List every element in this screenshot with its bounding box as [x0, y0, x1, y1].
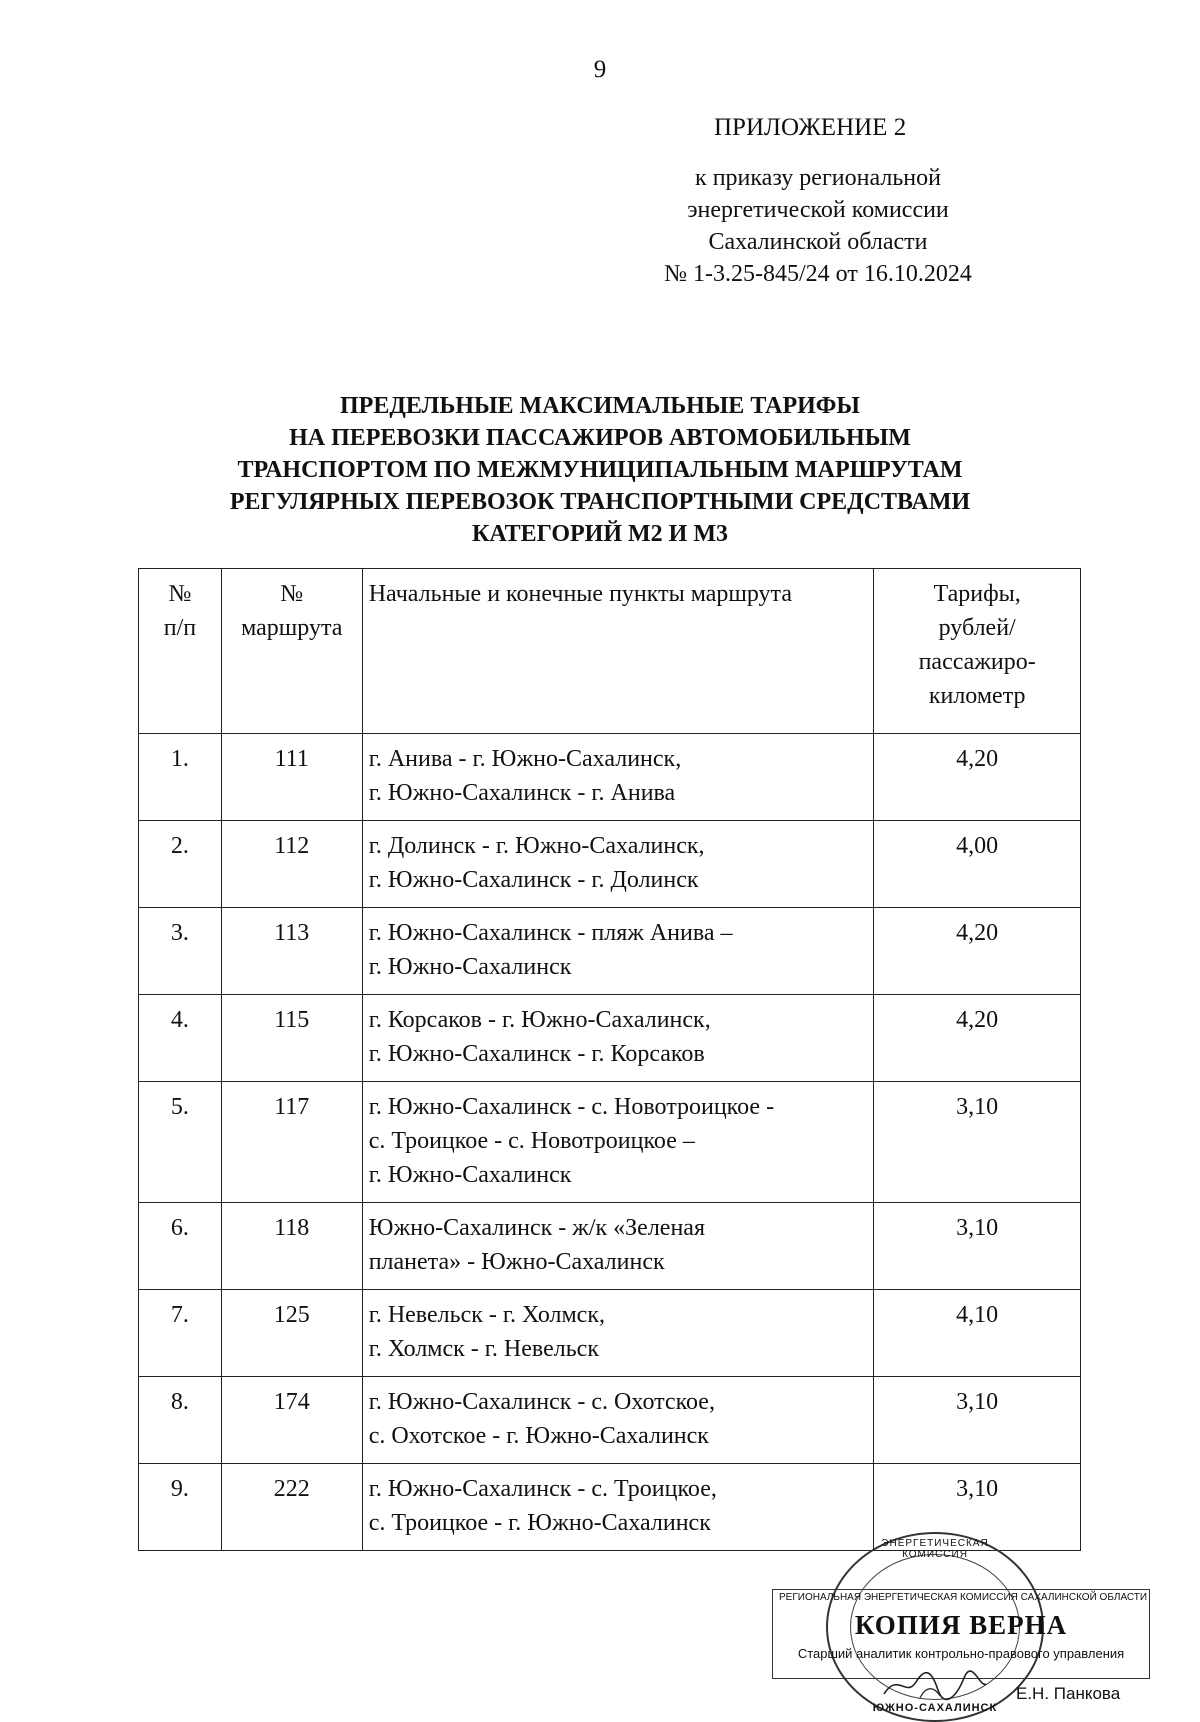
cell-route-points: [362, 908, 874, 995]
signer-name: Е.Н. Панкова: [1016, 1684, 1121, 1703]
header-text: километр: [928, 683, 1026, 709]
cell-route-number: 111: [221, 734, 362, 821]
order-reference-line: № 1-3.25-845/24 от 16.10.2024: [664, 261, 972, 287]
cell-item-number: 3.: [139, 908, 222, 995]
document-title-line: НА ПЕРЕВОЗКИ ПАССАЖИРОВ АВТОМОБИЛЬНЫМ: [289, 425, 911, 451]
header-route-number: [221, 569, 362, 734]
table-row: [139, 1377, 1081, 1464]
cell-route-points: [362, 1290, 874, 1377]
document-title: [140, 390, 1060, 550]
cell-item-number: 9.: [139, 1464, 222, 1551]
route-points-line: с. Охотское - г. Южно-Сахалинск: [368, 1423, 709, 1449]
route-points-line: г. Анива - г. Южно-Сахалинск,: [368, 746, 682, 772]
cell-route-number: 222: [221, 1464, 362, 1551]
cell-route-points: [362, 1464, 874, 1551]
header-text: рублей/: [938, 615, 1016, 641]
seal-text-top: ЭНЕРГЕТИЧЕСКАЯ КОМИССИЯ: [881, 1538, 989, 1560]
cell-route-points: [362, 995, 874, 1082]
route-points-line: г. Южно-Сахалинск - г. Анива: [368, 780, 676, 806]
cell-route-points: [362, 1082, 874, 1203]
signature-icon: [880, 1668, 990, 1702]
table-body: [139, 734, 1081, 1551]
cell-tariff: 4,20: [874, 734, 1081, 821]
cell-tariff: 3,10: [874, 1464, 1081, 1551]
cell-route-number: 125: [221, 1290, 362, 1377]
appendix-title: ПРИЛОЖЕНИЕ 2: [714, 114, 907, 141]
header-text: Начальные и конечные пункты маршрута: [368, 581, 792, 607]
table-row: [139, 1203, 1081, 1290]
cell-route-number: 118: [221, 1203, 362, 1290]
cell-tariff: 3,10: [874, 1082, 1081, 1203]
cell-route-points: [362, 1377, 874, 1464]
table-row: [139, 995, 1081, 1082]
cell-item-number: 7.: [139, 1290, 222, 1377]
route-points-line: г. Южно-Сахалинск - г. Долинск: [368, 867, 699, 893]
route-points-line: г. Холмск - г. Невельск: [368, 1336, 599, 1362]
route-points-line: г. Южно-Сахалинск: [368, 1162, 572, 1188]
cell-item-number: 8.: [139, 1377, 222, 1464]
document-title-line: РЕГУЛЯРНЫХ ПЕРЕВОЗОК ТРАНСПОРТНЫМИ СРЕДСТВАМИ: [229, 489, 971, 515]
route-points-line: г. Южно-Сахалинск - с. Троицкое,: [368, 1476, 717, 1502]
cell-item-number: 5.: [139, 1082, 222, 1203]
cell-tariff: 4,00: [874, 821, 1081, 908]
route-points-line: с. Троицкое - с. Новотроицкое –: [368, 1128, 695, 1154]
cell-route-number: 117: [221, 1082, 362, 1203]
document-title-line: ТРАНСПОРТОМ ПО МЕЖМУНИЦИПАЛЬНЫМ МАРШРУТАМ: [237, 457, 963, 483]
header-item-number: [139, 569, 222, 734]
header-route-points: [362, 569, 874, 734]
cell-tariff: 4,20: [874, 908, 1081, 995]
route-points-line: г. Южно-Сахалинск - с. Новотроицкое -: [368, 1094, 775, 1120]
cell-tariff: 4,20: [874, 995, 1081, 1082]
route-points-line: планета» - Южно-Сахалинск: [368, 1249, 665, 1275]
route-points-line: Южно-Сахалинск - ж/к «Зеленая: [368, 1215, 705, 1241]
cell-route-points: [362, 1203, 874, 1290]
cell-route-number: 115: [221, 995, 362, 1082]
table-row: [139, 734, 1081, 821]
route-points-line: г. Южно-Сахалинск - с. Охотское,: [368, 1389, 715, 1415]
seal-text-bottom: ЮЖНО-САХАЛИНСК: [872, 1702, 998, 1714]
page-number: 9: [593, 56, 607, 83]
order-reference-line: к приказу региональной: [695, 165, 941, 191]
table-row: [139, 1082, 1081, 1203]
table-header-row: [139, 569, 1081, 734]
order-reference-line: энергетической комиссии: [687, 197, 949, 223]
route-points-line: г. Долинск - г. Южно-Сахалинск,: [368, 833, 705, 859]
header-text: №: [280, 581, 304, 607]
route-points-line: с. Троицкое - г. Южно-Сахалинск: [368, 1510, 711, 1536]
stamp-position: Старший аналитик контрольно-правового управления: [797, 1646, 1125, 1661]
tariff-table: [138, 568, 1081, 1551]
header-text: маршрута: [241, 615, 343, 641]
cell-route-number: 174: [221, 1377, 362, 1464]
cell-item-number: 2.: [139, 821, 222, 908]
cell-tariff: 3,10: [874, 1203, 1081, 1290]
cell-item-number: 1.: [139, 734, 222, 821]
header-text: п/п: [163, 615, 197, 641]
cell-tariff: 4,10: [874, 1290, 1081, 1377]
cell-item-number: 6.: [139, 1203, 222, 1290]
route-points-line: г. Южно-Сахалинск: [368, 954, 572, 980]
cell-route-points: [362, 821, 874, 908]
copy-certified-stamp: [772, 1589, 1150, 1679]
order-reference: [630, 162, 1006, 290]
cell-route-number: 113: [221, 908, 362, 995]
table-row: [139, 821, 1081, 908]
header-text: пассажиро-: [918, 649, 1036, 675]
document-title-line: КАТЕГОРИЙ М2 И М3: [472, 521, 728, 547]
order-reference-line: Сахалинской области: [708, 229, 928, 255]
table-row: [139, 908, 1081, 995]
stamp-copy-label: КОПИЯ ВЕРНА: [854, 1610, 1068, 1640]
cell-route-points: [362, 734, 874, 821]
cell-item-number: 4.: [139, 995, 222, 1082]
route-points-line: г. Южно-Сахалинск - пляж Анива –: [368, 920, 733, 946]
header-tariff: [874, 569, 1081, 734]
stamp-organization: РЕГИОНАЛЬНАЯ ЭНЕРГЕТИЧЕСКАЯ КОМИССИЯ САХАЛИНСКОЙ ОБЛАСТИ: [779, 1592, 1148, 1603]
document-title-line: ПРЕДЕЛЬНЫЕ МАКСИМАЛЬНЫЕ ТАРИФЫ: [340, 393, 860, 419]
cell-route-number: 112: [221, 821, 362, 908]
route-points-line: г. Южно-Сахалинск - г. Корсаков: [368, 1041, 705, 1067]
header-text: Тарифы,: [933, 581, 1021, 607]
route-points-line: г. Корсаков - г. Южно-Сахалинск,: [368, 1007, 711, 1033]
route-points-line: г. Невельск - г. Холмск,: [368, 1302, 605, 1328]
cell-tariff: 3,10: [874, 1377, 1081, 1464]
header-text: №: [168, 581, 192, 607]
table-row: [139, 1290, 1081, 1377]
